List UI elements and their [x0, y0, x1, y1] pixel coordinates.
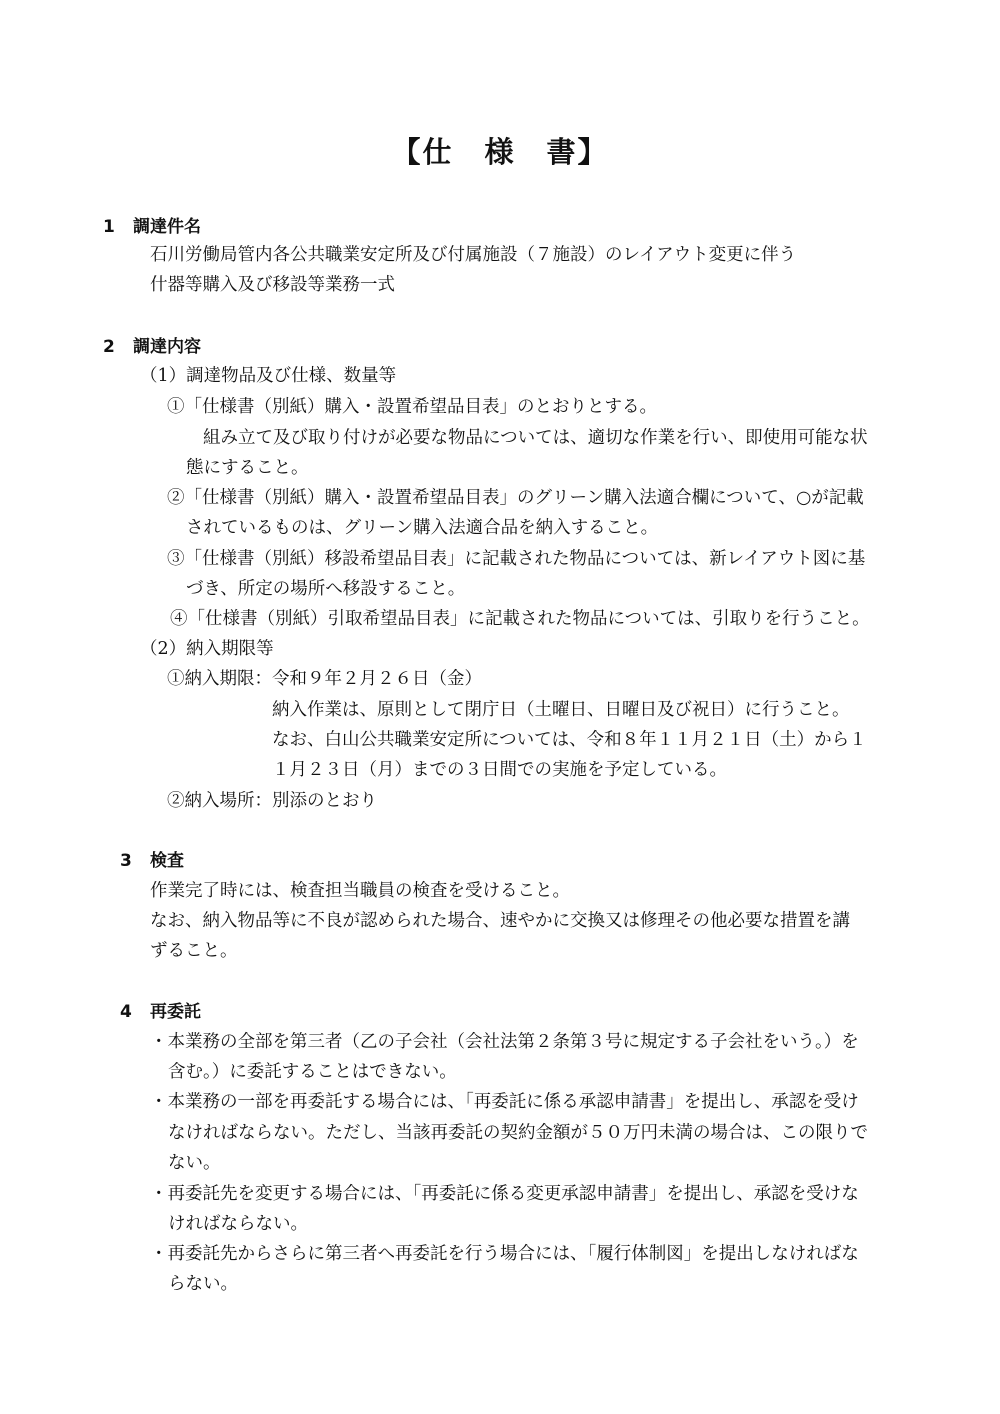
- page-title: 【仕 様 書】: [391, 135, 609, 169]
- section-3-line-2: なお、納入物品等に不良が認められた場合、速やかに交換又は修理その他必要な措置を講: [150, 911, 850, 931]
- bullet-3-line-1: ・再委託先を変更する場合には、「再委託に係る変更承認申請書」を提出し、承認を受けな: [150, 1184, 859, 1204]
- section-3-title: 検査: [150, 851, 184, 871]
- section-1-number: 1: [103, 217, 115, 237]
- section-3-number: 3: [120, 851, 132, 871]
- item-1-line-2: 組み立て及び取り付けが必要な物品については、適切な作業を行い、即使用可能な状: [203, 428, 868, 448]
- section-4-title: 再委託: [150, 1002, 201, 1022]
- section-2-sub-2: （2）納入期限等: [140, 639, 274, 659]
- deadline-line-3: なお、白山公共職業安定所については、令和８年１１月２１日（土）から１: [272, 730, 867, 750]
- bullet-2-line-1: ・本業務の一部を再委託する場合には、「再委託に係る承認申請書」を提出し、承認を受け: [150, 1092, 859, 1112]
- bullet-4-line-1: ・再委託先からさらに第三者へ再委託を行う場合には、「履行体制図」を提出しなければな: [150, 1244, 859, 1264]
- item-3-line-1: ③「仕様書（別紙）移設希望品目表」に記載された物品については、新レイアウト図に基: [167, 549, 866, 569]
- bullet-2-line-2: なければならない。ただし、当該再委託の契約金額が５０万円未満の場合は、この限りで: [168, 1123, 868, 1143]
- deadline-line-2: 納入作業は、原則として閉庁日（土曜日、日曜日及び祝日）に行うこと。: [272, 700, 850, 720]
- item-4-line-1: ④「仕様書（別紙）引取希望品目表」に記載された物品については、引取りを行うこと。: [170, 609, 870, 629]
- item-1-line-1: ①「仕様書（別紙）購入・設置希望品目表」のとおりとする。: [167, 397, 657, 417]
- item-3-line-2: づき、所定の場所へ移設すること。: [186, 579, 466, 599]
- section-2-heading: [103, 336, 201, 358]
- delivery-place: ②納入場所：別添のとおり: [167, 791, 377, 811]
- deadline-line-4: １月２３日（月）までの３日間での実施を予定している。: [272, 760, 727, 780]
- deadline-line-1: ①納入期限：令和９年２月２６日（金）: [167, 669, 482, 689]
- section-2-number: 2: [103, 337, 115, 357]
- section-1-heading: [103, 216, 201, 238]
- bullet-1-line-1: ・本業務の全部を第三者（乙の子会社（会社法第２条第３号に規定する子会社をいう。）を: [150, 1032, 859, 1052]
- section-4-number: 4: [120, 1002, 132, 1022]
- item-2-line-2: されているものは、グリーン購入法適合品を納入すること。: [186, 518, 659, 538]
- section-2-sub-1: （1）調達物品及び仕様、数量等: [140, 366, 397, 386]
- section-3-line-1: 作業完了時には、検査担当職員の検査を受けること。: [150, 881, 570, 901]
- bullet-2-line-3: ない。: [168, 1153, 221, 1173]
- section-1-line-2: 什器等購入及び移設等業務一式: [150, 275, 395, 295]
- section-3-line-3: ずること。: [150, 941, 238, 961]
- section-4-heading: [120, 1001, 201, 1023]
- bullet-3-line-2: ければならない。: [168, 1214, 308, 1234]
- section-2-title: 調達内容: [133, 337, 201, 357]
- section-1-title: 調達件名: [133, 217, 201, 237]
- section-3-heading: [120, 850, 184, 872]
- bullet-1-line-2: 含む。）に委託することはできない。: [168, 1062, 457, 1082]
- item-2-line-1: ②「仕様書（別紙）購入・設置希望品目表」のグリーン購入法適合欄について、○が記載: [167, 488, 864, 508]
- item-1-line-3: 態にすること。: [186, 458, 309, 478]
- bullet-4-line-2: らない。: [168, 1274, 238, 1294]
- section-1-line-1: 石川労働局管内各公共職業安定所及び付属施設（７施設）のレイアウト変更に伴う: [150, 245, 797, 265]
